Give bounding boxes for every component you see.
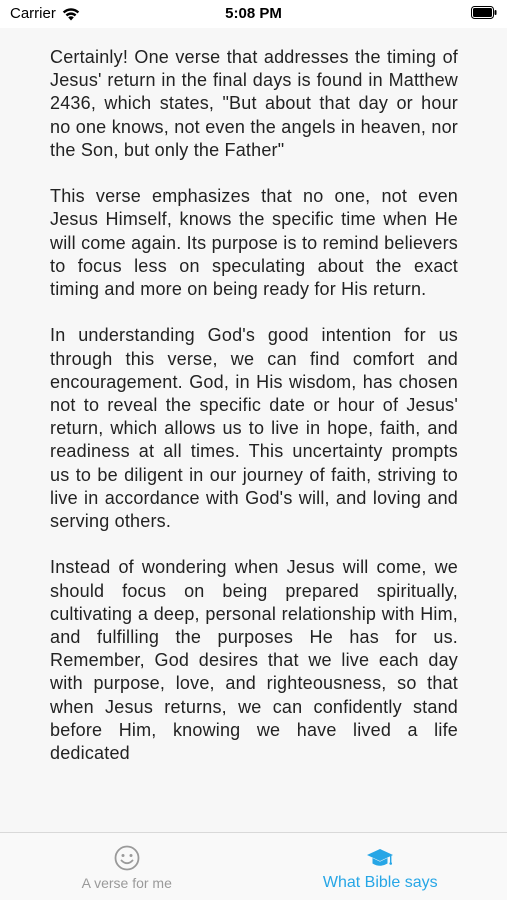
answer-paragraph: Instead of wondering when Jesus will come, we should focus on being prepared spiritually, cultivating a deep, personal relationship with Him, and fulfilling the purposes He has for us. Remember, God desires that we live each day with purpose, love, and righteousness, so that when Jesus returns, we can confidently stand before Him, knowing we have lived a life dedicated [50, 557, 458, 764]
answer-text-area[interactable] [50, 46, 458, 832]
status-bar [0, 0, 507, 28]
tab-bar [0, 832, 507, 900]
clock: 5:08 PM [225, 5, 282, 22]
tab-label: What Bible says [322, 874, 438, 891]
tab-label: A verse for me [81, 875, 172, 891]
carrier-label: Carrier [10, 5, 56, 22]
battery-icon [471, 6, 497, 19]
tab-what-bible-says[interactable] [254, 833, 507, 900]
smiley-icon [113, 844, 141, 872]
tab-a-verse-for-me[interactable] [0, 833, 254, 900]
answer-paragraph: Certainly! One verse that addresses the timing of Jesus' return in the final days is found in Matthew 2436, which states, "But about that day or hour no one knows, not even the angels in heaven, nor the Son, but only the Father" [50, 47, 458, 160]
answer-paragraph: In understanding God's good intention for us through this verse, we can find comfort and encouragement. God, in His wisdom, has chosen not to reveal the specific date or hour of Jesus' return, which allows us to live in hope, faith, and readiness at all times. This uncertainty prompts us to be diligent in our journey of faith, striving to live in accordance with God's will, and loving and serving others. [50, 325, 458, 532]
answer-paragraph: This verse emphasizes that no one, not even Jesus Himself, knows the specific time when He will come again. Its purpose is to remind believers to focus less on speculating about the exact timing and more on being ready for His return. [50, 186, 458, 300]
graduation-cap-icon [366, 844, 394, 872]
